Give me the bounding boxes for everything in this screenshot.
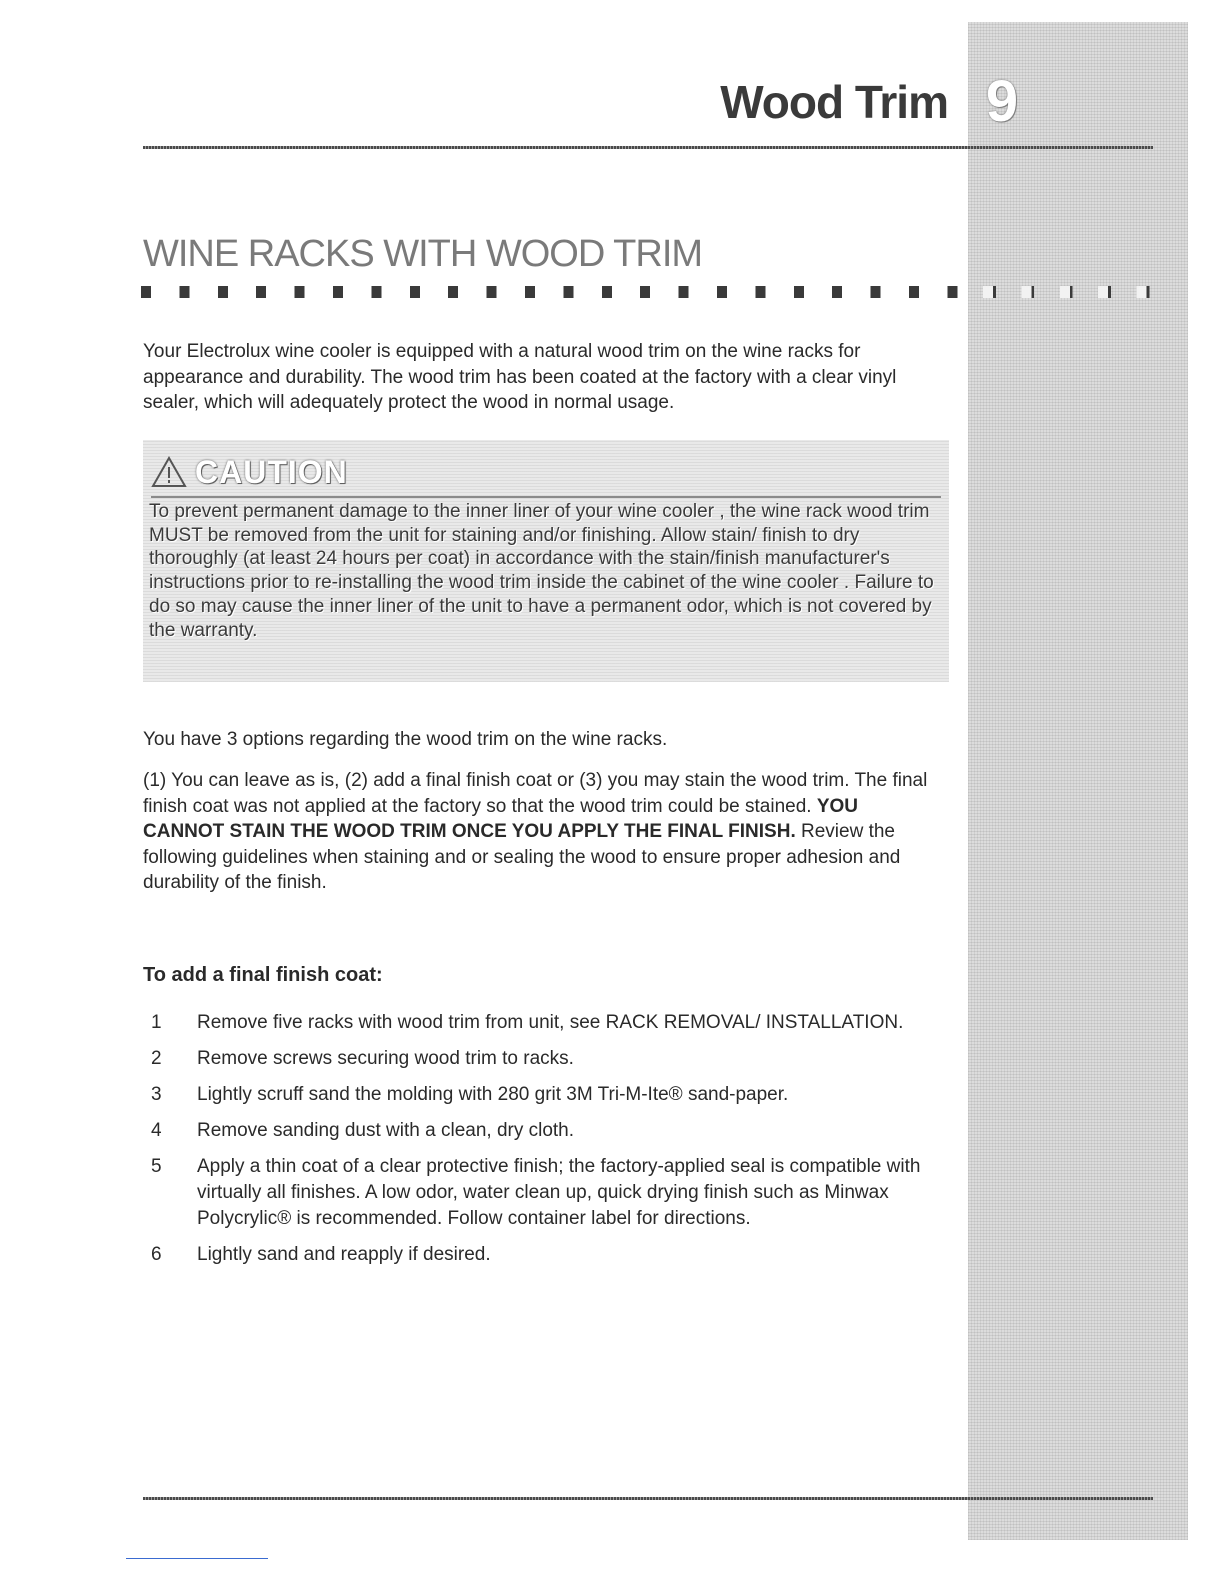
step-text: Apply a thin coat of a clear protective finish; the factory-applied seal is compatible with virtually all finishes. A low odor, water clean up, quick drying finish such as Minwax Polycrylic® is recommended. Follow container label for directions. — [197, 1156, 921, 1229]
footer-divider — [143, 1497, 1153, 1500]
caution-header — [151, 452, 348, 492]
step-number: 3 — [151, 1084, 162, 1105]
step-number: 4 — [151, 1120, 162, 1141]
section-dot-divider-tab — [983, 286, 1153, 298]
caution-divider — [151, 496, 941, 498]
caution-label: CAUTION — [195, 453, 348, 490]
step-text: Remove sanding dust with a clean, dry cloth. — [197, 1120, 575, 1141]
procedure-step — [143, 1154, 943, 1232]
procedure-step — [143, 1242, 943, 1268]
options-warning: YOU CANNOT STAIN THE WOOD TRIM ONCE YOU APPLY THE FINAL FINISH. — [143, 795, 859, 842]
procedure-steps — [143, 1010, 943, 1278]
caution-box — [143, 440, 949, 682]
procedure-step — [143, 1118, 943, 1144]
warning-triangle-icon — [151, 456, 187, 488]
step-number: 1 — [151, 1012, 162, 1033]
corner-mark — [126, 1558, 268, 1559]
procedure-step — [143, 1082, 943, 1108]
options-detail — [143, 768, 943, 896]
header-divider — [143, 146, 1153, 149]
options-detail-intro: (1) You can leave as is, (2) add a final finish coat or (3) you may stain the wood trim. The final finish coat was not applied at the factory so that the wood trim could be stained. — [143, 770, 928, 817]
chapter-title: Wood Trim — [720, 76, 948, 128]
options-detail-guidelines: Review the following guidelines when staining and or sealing the wood to ensure proper adhesion and durability of the finish. — [143, 821, 901, 893]
intro-paragraph: Your Electrolux wine cooler is equipped with a natural wood trim on the wine racks for appearance and durability. The wood trim has been coated at the factory with a clear vinyl sealer, which will adequately protect the wood in normal usage. — [143, 341, 897, 413]
chapter-number: 9 — [985, 69, 1019, 134]
step-number: 5 — [151, 1156, 162, 1177]
side-tab-band — [968, 22, 1188, 1540]
procedure-step — [143, 1010, 943, 1036]
procedure-step — [143, 1046, 943, 1072]
step-text: Remove five racks with wood trim from unit, see RACK REMOVAL/ INSTALLATION. — [197, 1012, 904, 1033]
step-number: 6 — [151, 1244, 162, 1265]
options-summary: You have 3 options regarding the wood trim on the wine racks. — [143, 729, 668, 750]
section-title: WINE RACKS WITH WOOD TRIM — [143, 233, 703, 275]
step-text: Remove screws securing wood trim to racks. — [197, 1048, 574, 1069]
procedure-title: To add a final finish coat: — [143, 964, 383, 986]
step-text: Lightly scruff sand the molding with 280 grit 3M Tri-M-Ite® sand-paper. — [197, 1084, 789, 1105]
step-number: 2 — [151, 1048, 162, 1069]
caution-text: To prevent permanent damage to the inner liner of your wine cooler , the wine rack wood trim MUST be removed from the unit for staining and/or finishing. Allow stain/ finish to dry thoroughly (at least 24 hours per coat) in accordance with the stain/finish manufacturer's instructions prior to re-installing the wood trim inside the cabinet of the wine cooler . Failure to do so may cause the inner liner of the unit to have a permanent odor, which is not covered by the warranty. — [149, 501, 934, 641]
step-text: Lightly sand and reapply if desired. — [197, 1244, 491, 1265]
